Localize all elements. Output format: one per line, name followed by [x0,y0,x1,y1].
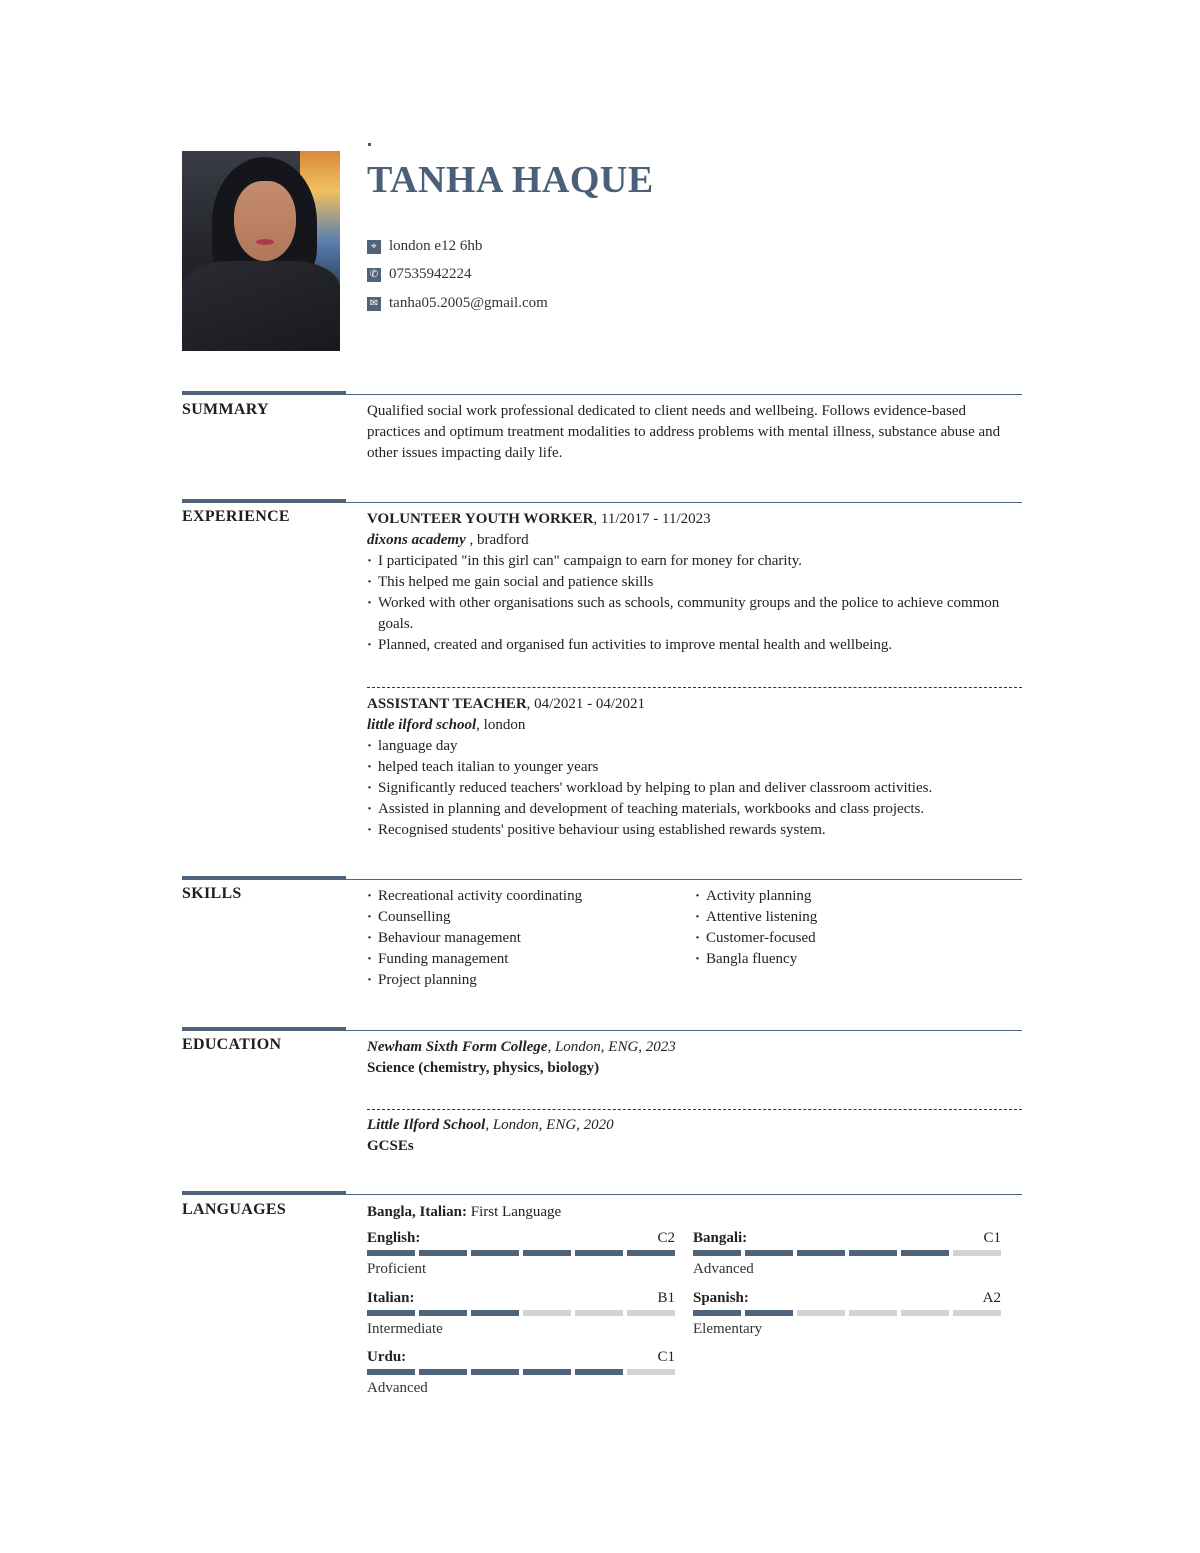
language-level-bar [367,1369,675,1375]
language-code: C2 [657,1230,675,1246]
language-item [693,1290,1001,1338]
job-title: ASSISTANT TEACHER [367,696,527,712]
contact-email[interactable] [367,295,548,312]
list-item: · Project planning [367,970,695,991]
candidate-name: TANHA HAQUE [367,159,654,201]
list-item: · Significantly reduced teachers' workload by helping to plan and deliver classroom activities. [367,778,1023,799]
profile-photo [182,151,340,351]
level-segment [901,1250,949,1256]
level-segment [953,1310,1001,1316]
section-title-summary: SUMMARY [182,401,269,418]
level-segment [523,1250,571,1256]
section-title-languages: LANGUAGES [182,1201,287,1218]
language-level: Advanced [367,1380,428,1396]
first-language-line [367,1202,1023,1223]
list-item: · Activity planning [695,886,1023,907]
language-level-bar [367,1310,675,1316]
section-title-skills: SKILLS [182,885,242,902]
level-segment [575,1250,623,1256]
level-segment [627,1310,675,1316]
contact-phone [367,266,472,283]
level-segment [419,1369,467,1375]
list-item: · I participated "in this girl can" campaign to earn for money for charity. [367,551,1023,572]
job-heading [367,694,1023,715]
education-school-line [367,1115,1023,1136]
list-item: · Funding management [367,949,695,970]
phone-icon: ✆ [367,268,381,282]
language-name: Italian: [367,1290,415,1306]
level-segment [901,1310,949,1316]
list-item: · Worked with other organisations such as schools, community groups and the police to achieve common goals. [367,593,1023,635]
language-item [367,1290,675,1338]
education-meta: , London, ENG, 2020 [485,1117,614,1133]
job-bullets [367,736,1023,841]
experience-entry [367,694,1023,841]
language-item [367,1230,675,1278]
list-item: · Recognised students' positive behaviour using established rewards system. [367,820,1023,841]
level-segment [693,1310,741,1316]
summary-text: Qualified social work professional dedicated to client needs and wellbeing. Follows evidence-based practices and optimum treatment modalities to address problems with mental illness, substance abuse and other issues impacting daily life. [367,403,1001,461]
language-name: Bangali: [693,1230,748,1246]
level-segment [953,1250,1001,1256]
section-divider [182,502,1022,503]
language-code: C1 [983,1230,1001,1246]
level-segment [693,1250,741,1256]
first-language-label: Bangla, Italian: [367,1204,468,1220]
list-item: · Planned, created and organised fun activities to improve mental health and wellbeing. [367,635,1023,656]
section-title-education: EDUCATION [182,1036,282,1053]
level-segment [471,1250,519,1256]
envelope-icon: ✉ [367,297,381,311]
contact-location [367,238,482,255]
education-school: Newham Sixth Form College [367,1039,548,1055]
skills-list [367,886,1023,991]
list-item: · Counselling [367,907,695,928]
level-segment [367,1369,415,1375]
contact-text: 07535942224 [389,266,472,282]
level-segment [575,1310,623,1316]
skills-column-right [695,886,1023,991]
education-school-line [367,1037,1023,1058]
section-divider [182,1030,1022,1031]
education-entry [367,1037,1023,1079]
level-segment [797,1250,845,1256]
contact-text[interactable]: tanha05.2005@gmail.com [389,295,548,311]
list-item: · This helped me gain social and patience skills [367,572,1023,593]
language-level-bar [367,1250,675,1256]
section-divider [182,879,1022,880]
education-school: Little Ilford School [367,1117,486,1133]
level-segment [745,1310,793,1316]
job-heading [367,509,1023,530]
job-title: VOLUNTEER YOUTH WORKER [367,511,594,527]
level-segment [367,1310,415,1316]
first-language-value: First Language [467,1204,562,1220]
location-pin-icon: ⌖ [367,240,381,254]
section-title-experience: EXPERIENCE [182,508,290,525]
list-item: · helped teach italian to younger years [367,757,1023,778]
language-item [693,1230,1001,1278]
job-bullets [367,551,1023,656]
contact-text: london e12 6hb [389,238,483,254]
list-item: · Bangla fluency [695,949,1023,970]
language-code: C1 [657,1349,675,1365]
language-name: Urdu: [367,1349,407,1365]
language-code: A2 [982,1290,1001,1306]
level-segment [797,1310,845,1316]
language-level-bar [693,1310,1001,1316]
job-company-line [367,715,1023,736]
level-segment [627,1369,675,1375]
language-item [367,1349,675,1397]
level-segment [419,1310,467,1316]
job-location: , london [476,717,526,733]
level-segment [745,1250,793,1256]
language-code: B1 [657,1290,675,1306]
language-name: Spanish: [693,1290,749,1306]
level-segment [627,1250,675,1256]
education-meta: , London, ENG, 2023 [547,1039,676,1055]
level-segment [849,1250,897,1256]
list-item: · language day [367,736,1023,757]
entry-divider [367,687,1022,688]
section-divider [182,394,1022,395]
language-level-bar [693,1250,1001,1256]
job-company-line [367,530,1023,551]
language-name: English: [367,1230,421,1246]
job-company: dixons academy [367,532,466,548]
level-segment [523,1310,571,1316]
decorative-mark [368,143,371,146]
section-divider [182,1194,1022,1195]
job-company: little ilford school [367,717,477,733]
list-item: · Behaviour management [367,928,695,949]
list-item: · Attentive listening [695,907,1023,928]
education-entry [367,1115,1023,1157]
level-segment [849,1310,897,1316]
level-segment [419,1250,467,1256]
language-level: Proficient [367,1261,427,1277]
level-segment [575,1369,623,1375]
skills-column-left [367,886,695,991]
level-segment [471,1310,519,1316]
education-degree: GCSEs [367,1138,414,1154]
level-segment [471,1369,519,1375]
job-dates: , 11/2017 - 11/2023 [593,511,711,527]
job-dates: , 04/2021 - 04/2021 [526,696,645,712]
entry-divider [367,1109,1022,1110]
list-item: · Recreational activity coordinating [367,886,695,907]
job-location: , bradford [465,532,529,548]
level-segment [523,1369,571,1375]
education-degree: Science (chemistry, physics, biology) [367,1060,600,1076]
language-level: Advanced [693,1261,754,1277]
list-item: · Customer-focused [695,928,1023,949]
level-segment [367,1250,415,1256]
experience-entry [367,509,1023,656]
language-level: Intermediate [367,1321,443,1337]
language-level: Elementary [693,1321,763,1337]
list-item: · Assisted in planning and development of teaching materials, workbooks and class projects. [367,799,1023,820]
